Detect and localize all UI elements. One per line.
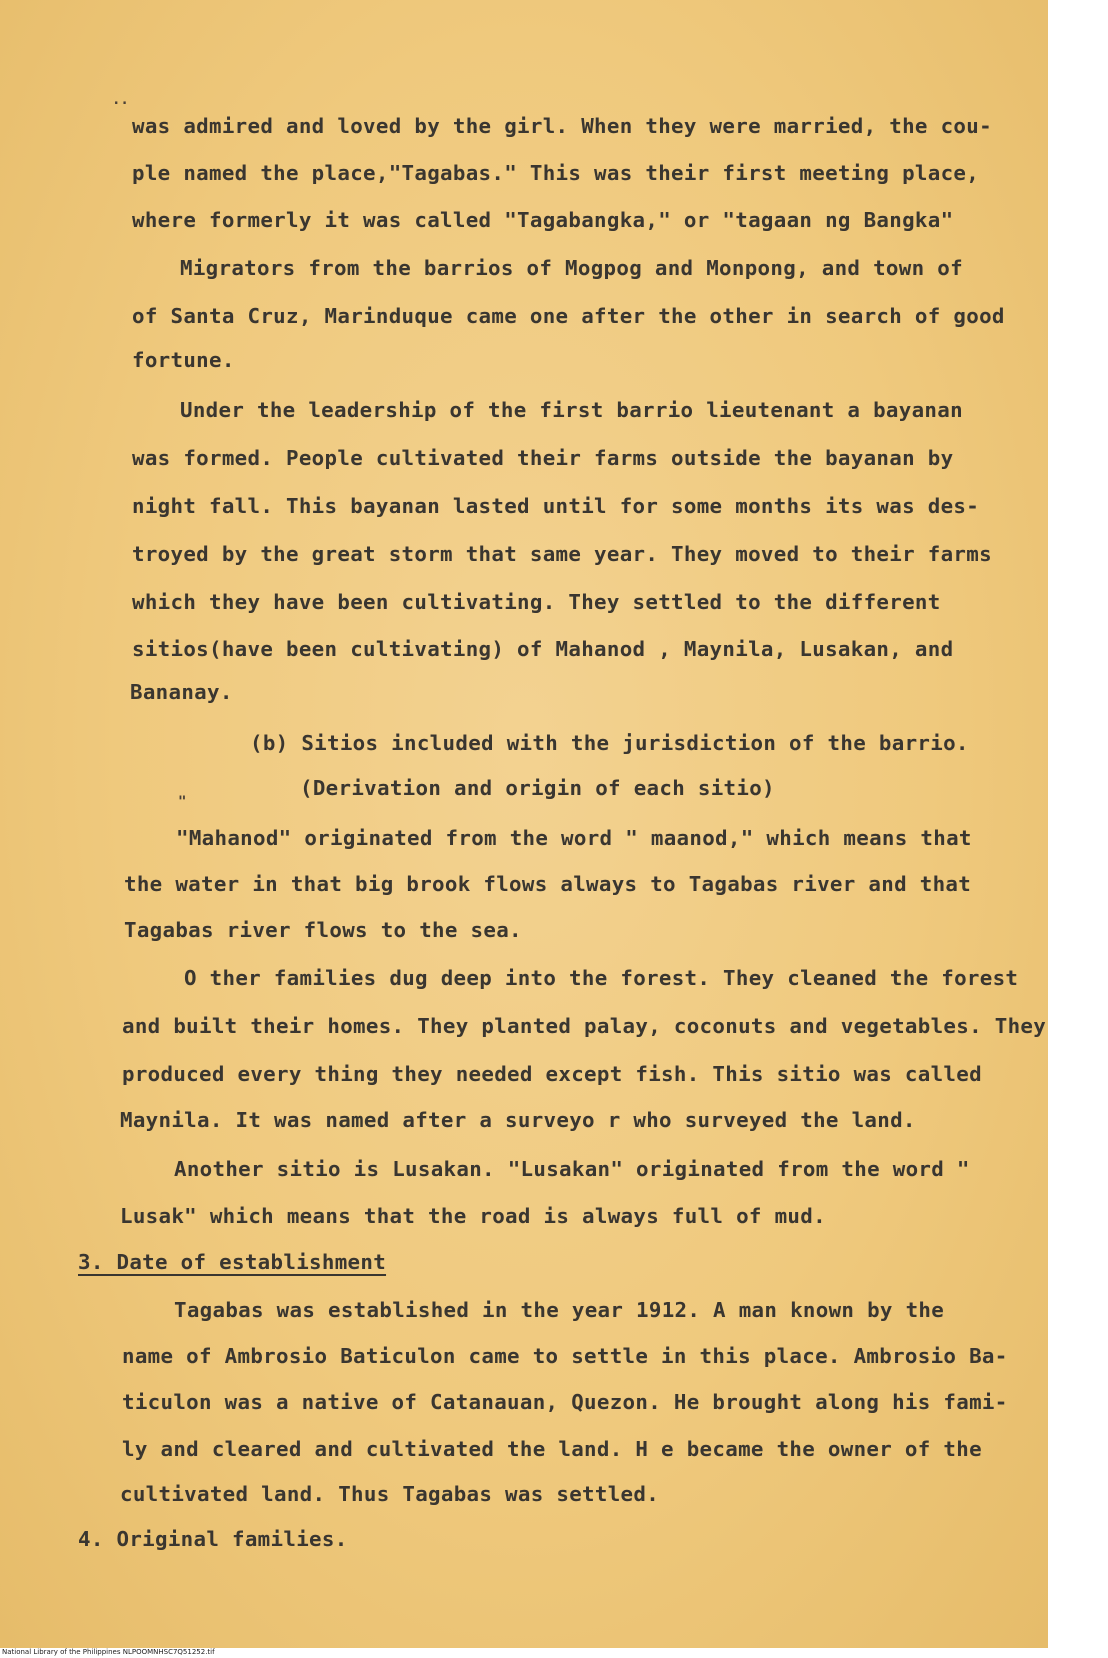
margin-mark: .. bbox=[112, 92, 129, 108]
text-line: sitios(have been cultivating) of Mahanod , Maynila, Lusakan, and bbox=[132, 637, 954, 661]
text-line: ple named the place,"Tagabas." This was their first meeting place, bbox=[132, 161, 980, 185]
text-line: "Mahanod" originated from the word " maanod," which means that bbox=[176, 826, 972, 850]
section-heading-date-of-establishment: 3. Date of establishment bbox=[78, 1250, 387, 1274]
text-line: Under the leadership of the first barrio lieutenant a bayanan bbox=[180, 398, 963, 422]
text-line: produced every thing they needed except fish. This sitio was called bbox=[122, 1062, 982, 1086]
text-line: of Santa Cruz, Marinduque came one after the other in search of good bbox=[132, 304, 1005, 328]
text-line: Tagabas river flows to the sea. bbox=[124, 918, 522, 942]
text-line: night fall. This bayanan lasted until for some months its was des- bbox=[132, 494, 980, 518]
text-line: which they have been cultivating. They settled to the different bbox=[132, 590, 941, 614]
margin-mark: " bbox=[178, 794, 187, 810]
text-line: Maynila. It was named after a surveyo r who surveyed the land. bbox=[120, 1108, 916, 1132]
text-line: Bananay. bbox=[130, 680, 233, 704]
text-line: Tagabas was established in the year 1912. A man known by the bbox=[174, 1298, 945, 1322]
footer-caption: National Library of the Philippines NLPOOMNHSC7Q51252.tif bbox=[2, 1648, 215, 1656]
text-line: ticulon was a native of Catanauan, Quezon. He brought along his fami- bbox=[122, 1390, 1008, 1414]
text-line: Lusak" which means that the road is always full of mud. bbox=[120, 1204, 826, 1228]
section-subheading: (Derivation and origin of each sitio) bbox=[300, 776, 775, 800]
text-line: name of Ambrosio Baticulon came to settle in this place. Ambrosio Ba- bbox=[122, 1344, 1008, 1368]
text-line: and built their homes. They planted palay, coconuts and vegetables. They bbox=[122, 1014, 1047, 1038]
text-line: ly and cleared and cultivated the land. H e became the owner of the bbox=[122, 1437, 982, 1461]
text-line: O ther families dug deep into the forest. They cleaned the forest bbox=[184, 966, 1019, 990]
section-heading-original-families: 4. Original families. bbox=[78, 1527, 348, 1551]
text-line: cultivated land. Thus Tagabas was settled. bbox=[120, 1482, 660, 1506]
text-line: was formed. People cultivated their farms outside the bayanan by bbox=[132, 446, 954, 470]
text-line: fortune. bbox=[132, 348, 235, 372]
text-line: the water in that big brook flows always to Tagabas river and that bbox=[124, 872, 972, 896]
text-line: was admired and loved by the girl. When they were married, the cou- bbox=[132, 114, 992, 138]
text-line: troyed by the great storm that same year. They moved to their farms bbox=[132, 542, 992, 566]
footer-bar bbox=[0, 1648, 1108, 1658]
text-line: Migrators from the barrios of Mogpog and Monpong, and town of bbox=[180, 256, 963, 280]
text-line: Another sitio is Lusakan. "Lusakan" originated from the word " bbox=[174, 1157, 970, 1181]
text-line: where formerly it was called "Tagabangka," or "tagaan ng Bangka" bbox=[132, 208, 954, 232]
section-subheading: (b) Sitios included with the jurisdiction of the barrio. bbox=[250, 731, 969, 755]
